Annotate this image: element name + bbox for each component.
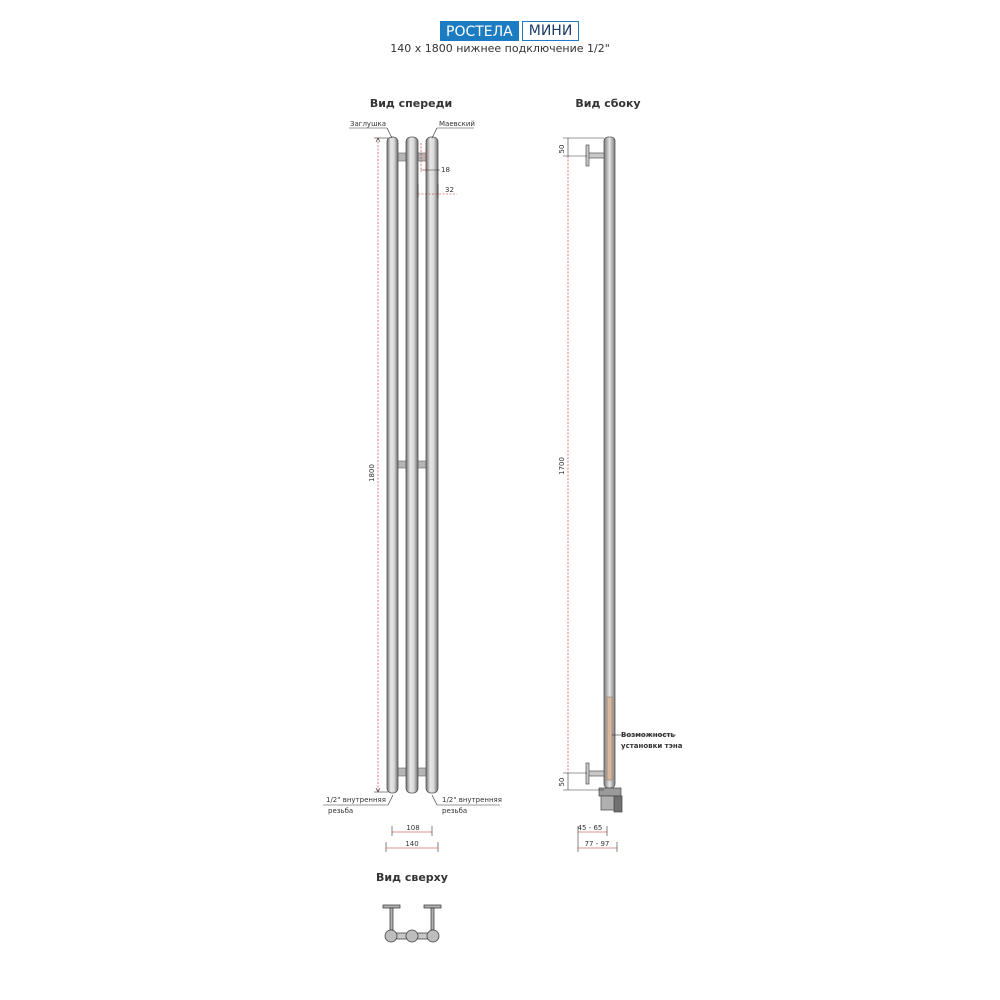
- side-tube: [604, 137, 615, 788]
- dim-depth1-label: 45 - 65: [577, 824, 603, 832]
- brand-model: МИНИ: [522, 21, 580, 41]
- thread-left-label-1: 1/2" внутренняя: [326, 796, 386, 804]
- top-view-title: Вид сверху: [376, 871, 448, 884]
- front-view: [323, 97, 502, 852]
- side-top-bracket: [586, 145, 604, 166]
- side-view: [558, 97, 683, 852]
- dim-1800: [374, 138, 388, 792]
- front-view-title: Вид спереди: [369, 97, 453, 110]
- dim-1800-label: 1800: [368, 464, 376, 482]
- mayevsky-label: Маевский: [439, 120, 475, 128]
- plug-label: Заглушка: [350, 120, 386, 128]
- dim-bottom-50-label: 50: [558, 777, 566, 787]
- dim-18-label: 18: [441, 166, 450, 174]
- side-view-title: Вид сбоку: [575, 97, 641, 110]
- front-tube-left: [387, 137, 398, 793]
- dim-32-label: 32: [445, 186, 454, 194]
- front-top-labels: [349, 128, 474, 138]
- heater-label-1: Возможность: [621, 731, 675, 739]
- thread-right-label-2: резьба: [442, 807, 468, 815]
- dim-108-label: 108: [406, 824, 420, 832]
- heater-element: [607, 697, 612, 780]
- thread-right-label-1: 1/2" внутренняя: [442, 796, 502, 804]
- side-bottom-fitting: [599, 788, 622, 812]
- front-tube-middle: [406, 137, 418, 793]
- brand-name: РОСТЕЛА: [440, 21, 519, 41]
- product-subtitle: 140 x 1800 нижнее подключение 1/2": [390, 42, 610, 55]
- dim-depth2-label: 77 - 97: [584, 840, 610, 848]
- front-tube-right: [426, 137, 438, 793]
- side-bottom-bracket: [586, 763, 604, 784]
- dim-1700: [563, 138, 604, 790]
- thread-left-label-2: резьба: [328, 807, 354, 815]
- dim-140-label: 140: [405, 840, 419, 848]
- heater-label-2: установки тэна: [621, 742, 683, 750]
- dim-1700-label: 1700: [558, 457, 566, 475]
- top-view-drawing: [383, 905, 441, 942]
- top-view: [376, 871, 448, 942]
- dim-top-50-label: 50: [558, 144, 566, 154]
